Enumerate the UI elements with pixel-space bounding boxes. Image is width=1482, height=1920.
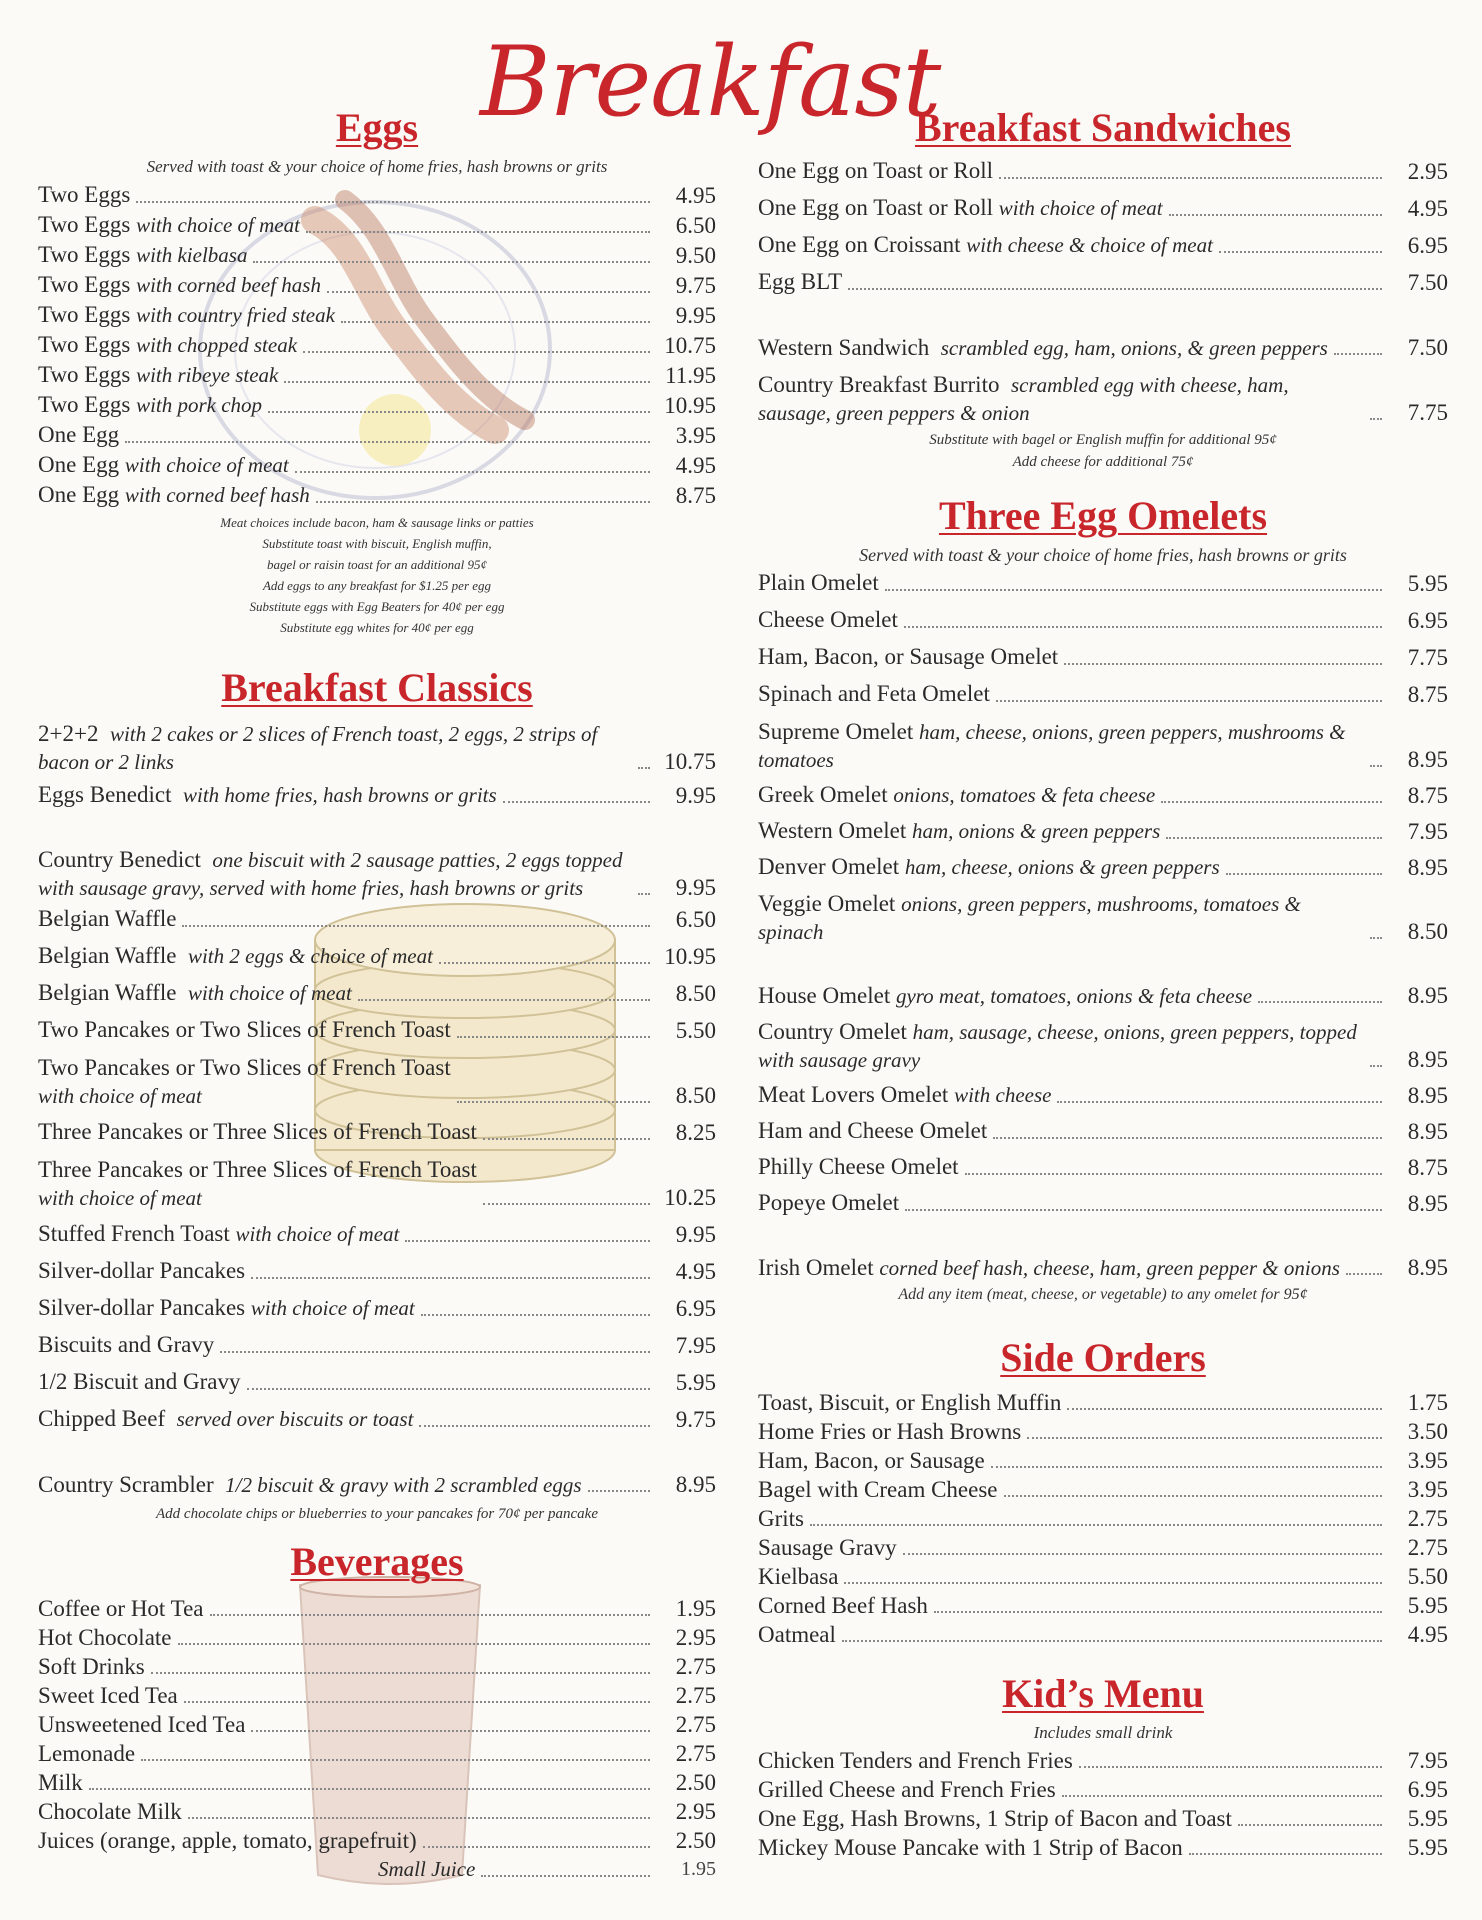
omelets-section xyxy=(758,492,1448,1306)
menu-item: Meat Lovers Omelet with cheese 8.95 xyxy=(758,1082,1448,1108)
menu-item: Two Eggs with ribeye steak 11.95 xyxy=(38,362,716,388)
menu-item: Two Pancakes or Two Slices of French Toast with choice of meat 8.50 xyxy=(38,1055,716,1108)
menu-item: Country Benedict one biscuit with 2 sausage patties, 2 eggs topped with sausage gravy, served with home fries, hash browns or grits 9.95 xyxy=(38,847,716,900)
omelets-subtitle: Served with toast & your choice of home fries, hash browns or grits xyxy=(859,545,1347,565)
menu-item: Two Eggs with pork chop 10.95 xyxy=(38,392,716,418)
menu-item: Two Eggs with choice of meat 6.50 xyxy=(38,212,716,238)
menu-item: Biscuits and Gravy 7.95 xyxy=(38,1332,716,1358)
menu-item: Denver Omelet ham, cheese, onions & green peppers 8.95 xyxy=(758,854,1448,880)
menu-item: 1/2 Biscuit and Gravy 5.95 xyxy=(38,1369,716,1395)
menu-item: Three Pancakes or Three Slices of French Toast 8.25 xyxy=(38,1119,716,1145)
eggs-section xyxy=(38,104,716,638)
sandwiches-heading: Breakfast Sandwiches xyxy=(915,105,1291,150)
menu-item: Bagel with Cream Cheese 3.95 xyxy=(758,1477,1448,1502)
menu-item: Irish Omelet corned beef hash, cheese, ham, green pepper & onions 8.95 xyxy=(758,1255,1448,1280)
beverages-list xyxy=(38,1594,716,1884)
menu-item: Three Pancakes or Three Slices of French Toast with choice of meat 10.25 xyxy=(38,1157,716,1210)
note-line: bagel or raisin toast for an additional 95¢ xyxy=(267,557,487,572)
note-line: Substitute with bagel or English muffin for additional 95¢ xyxy=(929,432,1277,448)
menu-item: Grilled Cheese and French Fries 6.95 xyxy=(758,1777,1448,1802)
menu-item: Mickey Mouse Pancake with 1 Strip of Bacon 5.95 xyxy=(758,1835,1448,1860)
menu-item: Western Omelet ham, onions & green peppers 7.95 xyxy=(758,818,1448,844)
menu-item: One Egg on Croissant with cheese & choice of meat 6.95 xyxy=(758,232,1448,258)
menu-item: Sweet Iced Tea 2.75 xyxy=(38,1683,716,1708)
menu-item: Two Pancakes or Two Slices of French Toast 5.50 xyxy=(38,1017,716,1043)
menu-item: Ham, Bacon, or Sausage 3.95 xyxy=(758,1448,1448,1473)
kids-subtitle: Includes small drink xyxy=(1033,1723,1173,1742)
omelets-list xyxy=(758,568,1448,1282)
kids-heading: Kid’s Menu xyxy=(1002,1671,1204,1716)
menu-item: Oatmeal 4.95 xyxy=(758,1622,1448,1647)
note-line: Add eggs to any breakfast for $1.25 per egg xyxy=(262,578,492,593)
menu-item: Toast, Biscuit, or English Muffin 1.75 xyxy=(758,1390,1448,1415)
note-line: Substitute egg whites for 40¢ per egg xyxy=(280,620,474,635)
classics-note: Add chocolate chips or blueberries to your pancakes for 70¢ per pancake xyxy=(156,1506,598,1522)
menu-item: Silver-dollar Pancakes with choice of meat 6.95 xyxy=(38,1295,716,1321)
menu-item: Chicken Tenders and French Fries 7.95 xyxy=(758,1748,1448,1773)
menu-item: Ham and Cheese Omelet 8.95 xyxy=(758,1118,1448,1144)
menu-item: House Omelet gyro meat, tomatoes, onions & feta cheese 8.95 xyxy=(758,983,1448,1008)
menu-item: Greek Omelet onions, tomatoes & feta cheese 8.75 xyxy=(758,782,1448,808)
classics-list xyxy=(38,718,716,1499)
menu-item: One Egg, Hash Browns, 1 Strip of Bacon and Toast 5.95 xyxy=(758,1806,1448,1831)
menu-item: Philly Cheese Omelet 8.75 xyxy=(758,1154,1448,1180)
menu-item: Chocolate Milk 2.95 xyxy=(38,1799,716,1824)
menu-item: Western Sandwich scrambled egg, ham, onions, & green peppers 7.50 xyxy=(758,335,1448,360)
menu-item: Coffee or Hot Tea 1.95 xyxy=(38,1596,716,1621)
menu-item: Soft Drinks 2.75 xyxy=(38,1654,716,1679)
menu-item: Milk 2.50 xyxy=(38,1770,716,1795)
note-line: Substitute eggs with Egg Beaters for 40¢ per egg xyxy=(249,599,505,614)
sides-heading: Side Orders xyxy=(1000,1335,1206,1380)
menu-item: Two Eggs with corned beef hash 9.75 xyxy=(38,272,716,298)
menu-item: Popeye Omelet 8.95 xyxy=(758,1190,1448,1216)
kids-section xyxy=(758,1670,1448,1862)
menu-item: One Egg on Toast or Roll with choice of meat 4.95 xyxy=(758,195,1448,221)
menu-item: Two Eggs with country fried steak 9.95 xyxy=(38,302,716,328)
note-line: Meat choices include bacon, ham & sausage links or patties xyxy=(220,515,534,530)
menu-item: Grits 2.75 xyxy=(758,1506,1448,1531)
menu-item: 2+2+2 with 2 cakes or 2 slices of French toast, 2 eggs, 2 strips of bacon or 2 links 10.75 xyxy=(38,721,716,774)
menu-item: Supreme Omelet ham, cheese, onions, green peppers, mushrooms & tomatoes 8.95 xyxy=(758,719,1448,772)
page-title: Breakfast xyxy=(480,26,941,138)
beverages-section xyxy=(38,1538,716,1884)
menu-item: Two Eggs with chopped steak 10.75 xyxy=(38,332,716,358)
menu-item: Juices (orange, apple, tomato, grapefruit) 2.50 xyxy=(38,1828,716,1853)
menu-item: Ham, Bacon, or Sausage Omelet 7.75 xyxy=(758,644,1448,670)
menu-item: One Egg 3.95 xyxy=(38,422,716,448)
sandwiches-list xyxy=(758,156,1448,427)
menu-item: Two Eggs 4.95 xyxy=(38,182,716,208)
menu-item: Egg BLT 7.50 xyxy=(758,269,1448,295)
menu-item: Plain Omelet 5.95 xyxy=(758,570,1448,596)
menu-item: One Egg on Toast or Roll 2.95 xyxy=(758,158,1448,184)
eggs-list xyxy=(38,180,716,510)
menu-item: Country Breakfast Burrito scrambled egg with cheese, ham, sausage, green peppers & onion 7.75 xyxy=(758,372,1448,425)
menu-item: Two Eggs with kielbasa 9.50 xyxy=(38,242,716,268)
menu-item: One Egg with choice of meat 4.95 xyxy=(38,452,716,478)
menu-item: Hot Chocolate 2.95 xyxy=(38,1625,716,1650)
classics-section xyxy=(38,664,716,1525)
sandwiches-notes xyxy=(758,429,1448,473)
menu-item: Home Fries or Hash Browns 3.50 xyxy=(758,1419,1448,1444)
menu-item: Spinach and Feta Omelet 8.75 xyxy=(758,681,1448,707)
menu-item: Silver-dollar Pancakes 4.95 xyxy=(38,1258,716,1284)
kids-list xyxy=(758,1746,1448,1862)
eggs-notes xyxy=(38,512,716,638)
omelets-heading: Three Egg Omelets xyxy=(938,493,1268,538)
menu-item: One Egg with corned beef hash 8.75 xyxy=(38,482,716,508)
menu-item-small-juice: Small Juice 1.95 xyxy=(378,1857,716,1881)
menu-item: Lemonade 2.75 xyxy=(38,1741,716,1766)
menu-item: Eggs Benedict with home fries, hash browns or grits 9.95 xyxy=(38,782,716,808)
classics-heading: Breakfast Classics xyxy=(221,665,533,710)
menu-item: Veggie Omelet onions, green peppers, mushrooms, tomatoes & spinach 8.50 xyxy=(758,891,1448,944)
menu-item: Country Omelet ham, sausage, cheese, onions, green peppers, topped with sausage gravy 8.95 xyxy=(758,1019,1448,1072)
beverages-heading: Beverages xyxy=(290,1539,464,1584)
menu-item: Belgian Waffle with choice of meat 8.50 xyxy=(38,980,716,1006)
menu-item: Belgian Waffle with 2 eggs & choice of meat 10.95 xyxy=(38,943,716,969)
menu-item: Corned Beef Hash 5.95 xyxy=(758,1593,1448,1618)
menu-item: Unsweetened Iced Tea 2.75 xyxy=(38,1712,716,1737)
omelets-note: Add any item (meat, cheese, or vegetable) to any omelet for 95¢ xyxy=(898,1286,1308,1303)
eggs-heading: Eggs xyxy=(335,105,419,150)
eggs-subtitle: Served with toast & your choice of home fries, hash browns or grits xyxy=(146,157,608,176)
menu-item: Chipped Beef served over biscuits or toast 9.75 xyxy=(38,1406,716,1432)
menu-item: Sausage Gravy 2.75 xyxy=(758,1535,1448,1560)
menu-item: Cheese Omelet 6.95 xyxy=(758,607,1448,633)
menu-item: Belgian Waffle 6.50 xyxy=(38,906,716,932)
note-line: Substitute toast with biscuit, English muffin, xyxy=(262,536,492,551)
sides-list xyxy=(758,1388,1448,1649)
menu-item: Country Scrambler 1/2 biscuit & gravy with 2 scrambled eggs 8.95 xyxy=(38,1472,716,1497)
menu-item: Stuffed French Toast with choice of meat 9.95 xyxy=(38,1221,716,1247)
menu-item: Kielbasa 5.50 xyxy=(758,1564,1448,1589)
note-line: Add cheese for additional 75¢ xyxy=(1012,454,1194,470)
sides-section xyxy=(758,1334,1448,1649)
sandwiches-section xyxy=(758,104,1448,473)
